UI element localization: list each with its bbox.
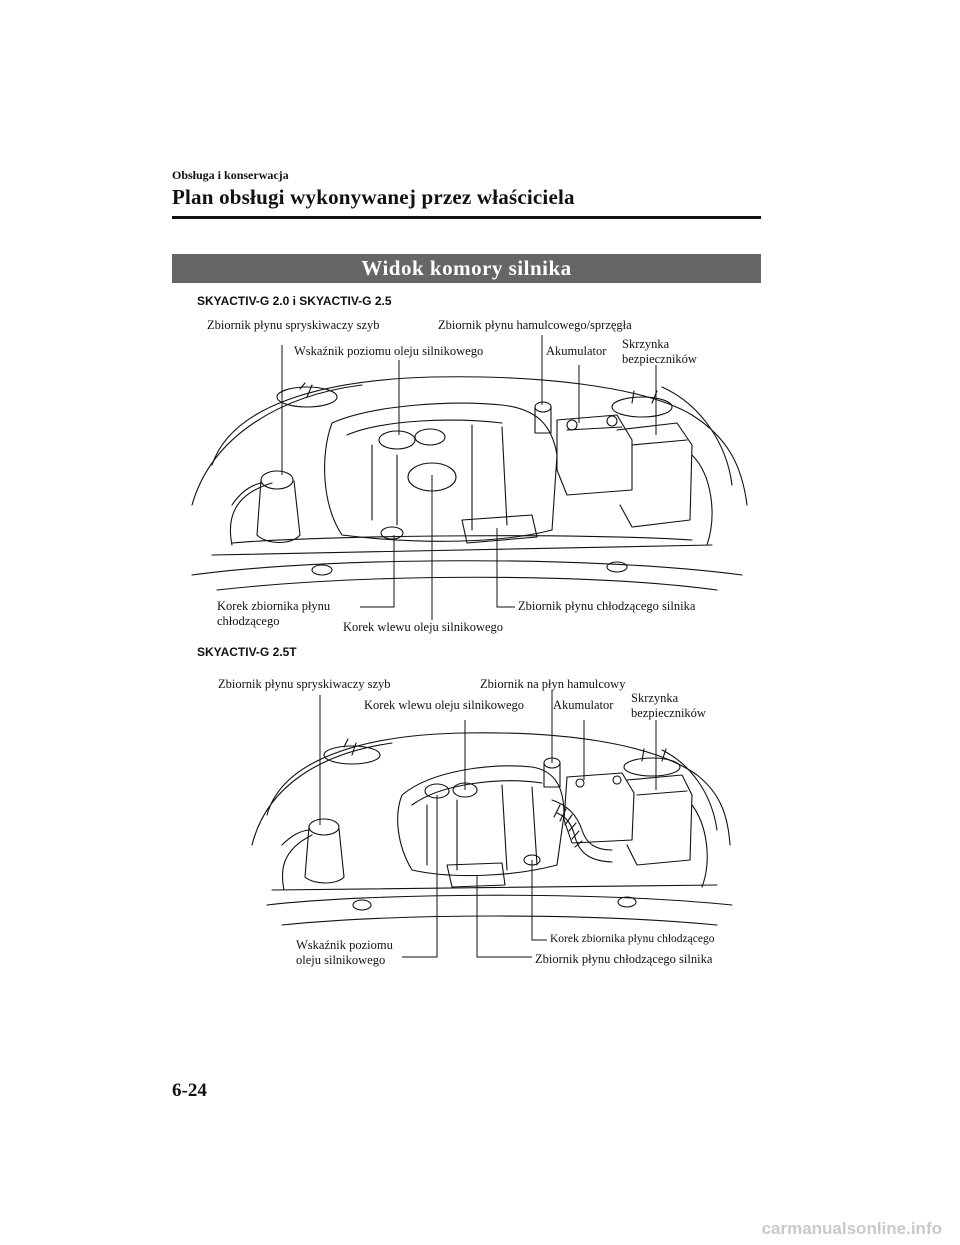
section-banner: Widok komory silnika	[172, 254, 761, 283]
callout-oil-dipstick-1: Wskaźnik poziomu oleju silnikowego	[294, 344, 484, 358]
callout-radiator-cap-1: Korek zbiornika płynu chłodzącego	[217, 599, 331, 628]
callout-fuse-box-1: Skrzynka bezpieczników	[622, 337, 697, 366]
callout-oil-filler-cap-2: Korek wlewu oleju silnikowego	[364, 698, 525, 712]
callout-washer-reservoir-1: Zbiornik płynu spryskiwaczy szyb	[207, 318, 380, 332]
callout-fuse-box-2: Skrzynka bezpieczników	[631, 691, 706, 720]
callout-radiator-cap-2: Korek zbiornika płynu chłodzącego	[550, 933, 715, 945]
callout-battery-2: Akumulator	[553, 698, 614, 712]
page-title: Plan obsługi wykonywanej przez właściciela	[172, 185, 575, 209]
callout-oil-dipstick-2: Wskaźnik poziomu oleju silnikowego	[296, 938, 393, 967]
callout-battery-1: Akumulator	[546, 344, 607, 358]
page-number: 6-24	[172, 1080, 207, 1101]
callout-washer-reservoir-2: Zbiornik płynu spryskiwaczy szyb	[218, 677, 391, 691]
callout-brake-reservoir-1: Zbiornik płynu hamulcowego/sprzęgła	[438, 318, 632, 332]
title-rule	[172, 216, 761, 219]
section-name: Obsługa i konserwacja	[172, 168, 289, 182]
engine-label-2: SKYACTIV-G 2.5T	[197, 645, 297, 659]
callout-coolant-reservoir-1: Zbiornik płynu chłodzącego silnika	[518, 599, 696, 613]
callout-coolant-reservoir-2: Zbiornik płynu chłodzącego silnika	[535, 952, 713, 966]
callout-brake-reservoir-2: Zbiornik na płyn hamulcowy	[480, 677, 626, 691]
callout-oil-filler-cap-1: Korek wlewu oleju silnikowego	[343, 620, 504, 634]
watermark: carmanualsonline.info	[761, 1219, 942, 1238]
engine-label-1: SKYACTIV-G 2.0 i SKYACTIV-G 2.5	[197, 294, 392, 308]
